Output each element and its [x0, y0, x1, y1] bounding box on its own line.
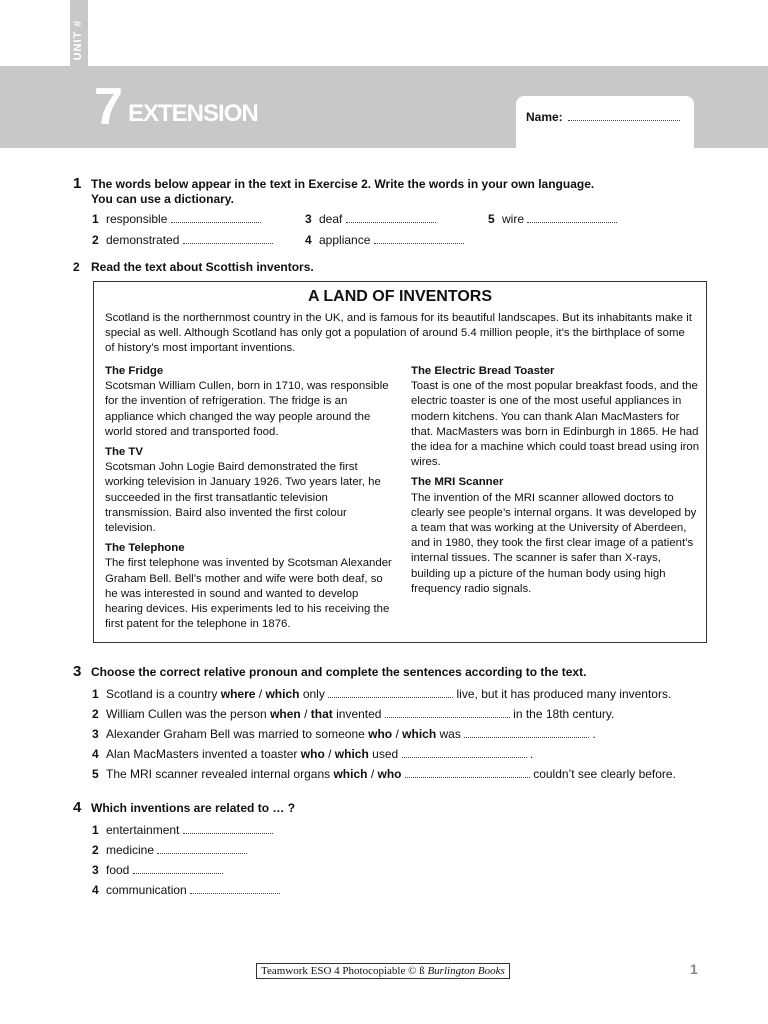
section-heading: The Telephone	[105, 542, 185, 555]
section-heading: The MRI Scanner	[411, 476, 504, 489]
section-body: Toast is one of the most popular breakfast foods, and the electric toaster is one of the most useful appliances in modern kitchens. You can thank Alan MacMasters for that. MacMasters was born in Edinburgh in 1865. He had the idea for a machine which could toast bread using iron wires.	[411, 380, 700, 469]
list-item: 2 medicine	[92, 843, 247, 857]
list-item: 3 deaf	[305, 212, 436, 226]
section-body: The first telephone was invented by Scotsman Alexander Graham Bell. Bell’s mother and wife were both deaf, so he was interested in sound and wanted to develop hearing devices. His experiments led to his receiving the first patent for the telephone in 1876.	[105, 557, 392, 631]
answer-blank[interactable]	[527, 212, 617, 223]
reading-intro: Scotland is the northernmost country in the UK, and is famous for its beautiful landscapes. But its inhabitants make it special as well. Although Scotland has only got a population of around 5.4 million people, it’s the birthplace of some of history’s most important inventions.	[105, 312, 692, 355]
list-item: 1 entertainment	[92, 823, 273, 837]
section-heading: The Electric Bread Toaster	[411, 365, 555, 377]
name-field[interactable]	[568, 120, 680, 121]
unit-number: 7	[94, 78, 121, 136]
exercise-number: 1	[73, 175, 82, 192]
sentence-item: 5 The MRI scanner revealed internal organs which / who couldn’t see clearly before.	[92, 767, 676, 781]
section-body: Scotsman William Cullen, born in 1710, was responsible for the invention of refrigeration. The fridge is an appliance which changed the way people around the world stored and transported food.	[105, 380, 389, 438]
exercise-number: 4	[73, 799, 82, 816]
answer-blank[interactable]	[183, 823, 273, 834]
page-title: EXTENSION	[128, 100, 258, 127]
exercise-number: 2	[73, 260, 80, 274]
sentence-item: 2 William Cullen was the person when / that invented in the 18th century.	[92, 707, 615, 721]
answer-blank[interactable]	[133, 863, 223, 874]
footer-text: Teamwork ESO 4 Photocopiable ©	[261, 965, 417, 977]
name-box	[516, 96, 694, 148]
page-number: 1	[690, 961, 698, 977]
list-item: 4 appliance	[305, 233, 464, 247]
section-heading: The Fridge	[105, 365, 164, 377]
exercise-4-instruction: 4 Which inventions are related to … ?	[73, 799, 296, 816]
list-item: 3 food	[92, 863, 223, 877]
reading-column-right	[411, 364, 701, 602]
answer-blank[interactable]	[464, 727, 589, 738]
answer-blank[interactable]	[374, 233, 464, 244]
section-body: Scotsman John Logie Baird demonstrated the first working television in January 1926. Two years later, he succeeded in the first transatlantic television transmission. Baird also invented the first colour television.	[105, 461, 381, 535]
exercise-3-instruction: 3 Choose the correct relative pronoun and complete the sentences according to the text.	[73, 663, 587, 680]
answer-blank[interactable]	[157, 843, 247, 854]
section-body: The invention of the MRI scanner allowed doctors to clearly see people’s internal organs. It was developed by a team that was working at the University of Aberdeen, and in 1980, they took the first clear image of a patient’s internal tissues. The scanner is safer than X-rays, building up a picture of the human body using high frequency radio signals.	[411, 491, 697, 595]
publisher-logo-icon: ß	[419, 965, 425, 977]
answer-blank[interactable]	[183, 233, 273, 244]
answer-blank[interactable]	[405, 767, 530, 778]
name-label: Name:	[526, 110, 563, 124]
answer-blank[interactable]	[346, 212, 436, 223]
sentence-item: 3 Alexander Graham Bell was married to someone who / which was .	[92, 727, 596, 741]
answer-blank[interactable]	[328, 687, 453, 698]
answer-blank[interactable]	[190, 883, 280, 894]
unit-tab-label: UNIT #	[72, 19, 84, 61]
list-item: 2 demonstrated	[92, 233, 273, 247]
exercise-1-instruction: 1 The words below appear in the text in Exercise 2. Write the words in your own language.	[73, 175, 595, 192]
reading-column-left	[105, 364, 395, 637]
list-item: 4 communication	[92, 883, 280, 897]
exercise-1-instruction-line2: You can use a dictionary.	[91, 192, 234, 206]
reading-text-box	[93, 281, 707, 643]
list-item: 5 wire	[488, 212, 617, 226]
sentence-item: 4 Alan MacMasters invented a toaster who / which used .	[92, 747, 534, 761]
section-heading: The TV	[105, 446, 143, 459]
footer-credit	[256, 963, 510, 979]
answer-blank[interactable]	[402, 747, 527, 758]
publisher-name: Burlington Books	[427, 965, 505, 977]
sentence-item: 1 Scotland is a country where / which only live, but it has produced many inventors.	[92, 687, 672, 701]
answer-blank[interactable]	[385, 707, 510, 718]
answer-blank[interactable]	[171, 212, 261, 223]
exercise-number: 3	[73, 663, 82, 680]
list-item: 1 responsible	[92, 212, 261, 226]
reading-title: A LAND OF INVENTORS	[307, 288, 492, 305]
exercise-2-instruction: 2 Read the text about Scottish inventors.	[73, 260, 314, 274]
